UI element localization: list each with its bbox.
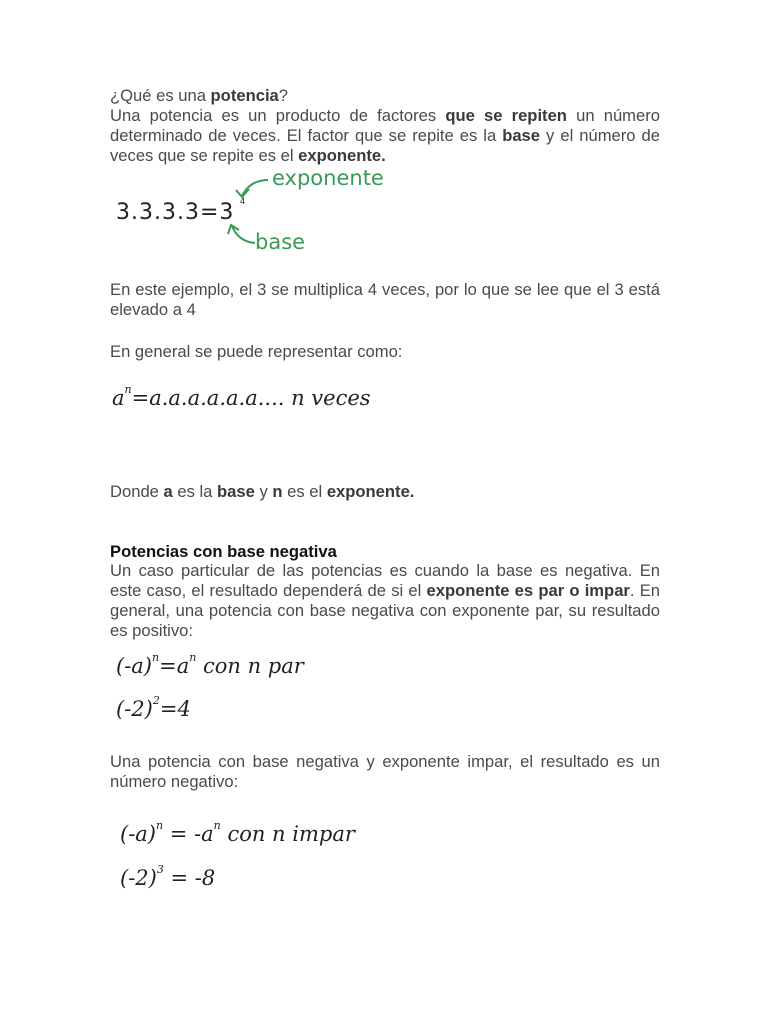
example-odd: $(-2)^3 = -8$ [120, 863, 216, 890]
power-exponent: 4 [240, 196, 246, 206]
example-even: $(-2)^2=4$ [116, 694, 191, 721]
definition-text: Una potencia es un producto de factores [110, 106, 446, 125]
definition-bold: que se repiten [445, 106, 567, 125]
donde-base: base [217, 482, 255, 501]
formula-base: a [112, 386, 125, 410]
definition-bold-exponent: exponente. [298, 146, 386, 165]
section-heading: Potencias con base negativa [110, 542, 337, 561]
definition-text-2: un número determinado de veces. El factor que se repite es la [110, 106, 660, 145]
definition-text-3: y el número de veces que se repite es el [110, 126, 660, 165]
formula-exponent: n [124, 383, 132, 396]
general-paragraph: En general se puede representar como: [110, 342, 403, 361]
donde-n: n [272, 482, 283, 501]
question-end: ? [278, 86, 289, 105]
odd-paragraph: Una potencia con base negativa y exponente impar, el resultado es un número negativo: [110, 752, 660, 791]
general-formula [112, 383, 371, 410]
power-expression: 3.3.3.3=3 [116, 200, 235, 225]
donde-a: a [163, 482, 173, 501]
formula-rest: =a.a.a.a.a.a.... n veces [131, 386, 371, 410]
definition-bold-base: base [502, 126, 541, 145]
formula-odd: $(-a)^n = -a^n$ con n impar [120, 819, 355, 846]
label-base: base [255, 230, 306, 254]
label-exponente: exponente [272, 166, 384, 190]
section-bold: exponente es par o impar [426, 581, 630, 600]
donde-exponente: exponente. [326, 482, 415, 501]
section-paragraph: Un caso particular de las potencias es cuando la base es negativa. En este caso, el resultado dependerá de si el exponente es par o impar. En general, una potencia con base negativa con exponente par, su resultado es positivo: [110, 561, 660, 640]
donde-paragraph: Donde a es la base y n es el exponente. [110, 482, 415, 501]
example-paragraph: En este ejemplo, el 3 se multiplica 4 veces, por lo que se lee que el 3 está elevado a 4 [110, 280, 660, 319]
question-bold: potencia [210, 86, 279, 105]
formula-even: $(-a)^n=a^n$ con n par [116, 651, 304, 678]
question-text: ¿Qué es una [110, 86, 211, 105]
